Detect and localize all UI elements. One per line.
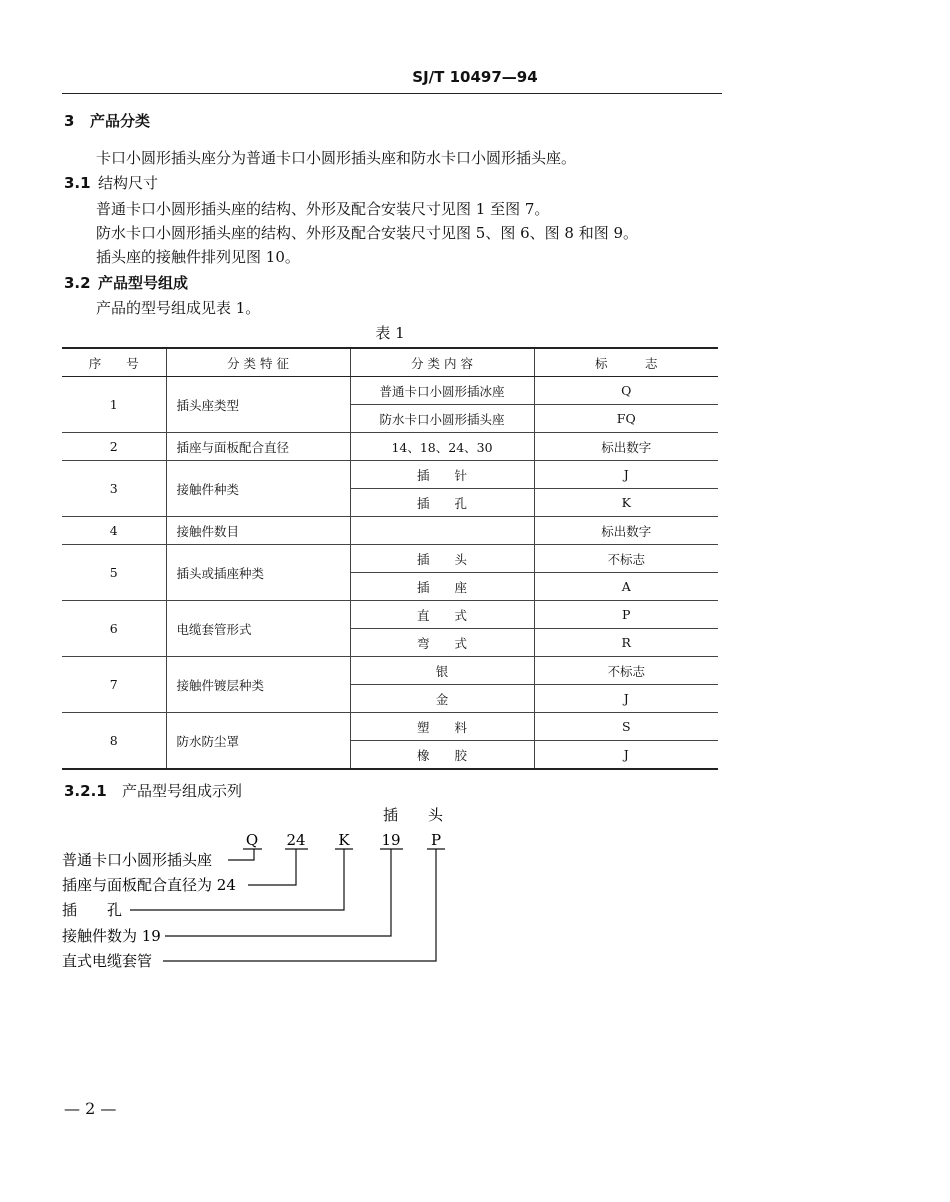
row-mark: 标出数字 bbox=[534, 433, 718, 461]
label-diameter: 插座与面板配合直径为 24 bbox=[62, 876, 236, 894]
table-header-cell: 序 号 bbox=[62, 348, 166, 377]
leader-line bbox=[228, 849, 254, 860]
section-3-1-heading: 3.1 结构尺寸 bbox=[64, 174, 159, 192]
row-content: 插 头 bbox=[350, 545, 534, 573]
table-header-cell: 标 志 bbox=[534, 348, 718, 377]
row-mark: K bbox=[534, 489, 718, 517]
row-mark: Q bbox=[534, 377, 718, 405]
row-content: 防水卡口小圆形插头座 bbox=[350, 405, 534, 433]
row-content: 银 bbox=[350, 657, 534, 685]
section-3-1-line-3: 插头座的接触件排列见图 10。 bbox=[96, 248, 300, 266]
table-header-cell: 分 类 特 征 bbox=[166, 348, 350, 377]
row-number: 7 bbox=[62, 657, 166, 713]
page-header: SJ/T 10497—94 bbox=[412, 68, 538, 86]
row-feature: 插座与面板配合直径 bbox=[166, 433, 350, 461]
row-mark: P bbox=[534, 601, 718, 629]
code-19: 19 bbox=[381, 831, 401, 849]
leader-line bbox=[248, 849, 296, 885]
row-number: 2 bbox=[62, 433, 166, 461]
row-mark: 标出数字 bbox=[534, 517, 718, 545]
row-number: 8 bbox=[62, 713, 166, 770]
row-number: 4 bbox=[62, 517, 166, 545]
row-content: 插 孔 bbox=[350, 489, 534, 517]
row-mark: R bbox=[534, 629, 718, 657]
row-feature: 接触件镀层种类 bbox=[166, 657, 350, 713]
section-3-heading: 3 产品分类 bbox=[64, 112, 151, 130]
row-feature: 防水防尘罩 bbox=[166, 713, 350, 770]
section-3-2-heading: 3.2 产品型号组成 bbox=[64, 274, 189, 292]
row-mark: A bbox=[534, 573, 718, 601]
row-feature: 接触件数目 bbox=[166, 517, 350, 545]
row-feature: 插头或插座种类 bbox=[166, 545, 350, 601]
section-3-2-1-heading: 3.2.1 产品型号组成示列 bbox=[64, 782, 243, 800]
row-content: 普通卡口小圆形插冰座 bbox=[350, 377, 534, 405]
row-number: 1 bbox=[62, 377, 166, 433]
label-contact: 插 孔 bbox=[62, 901, 123, 919]
row-mark: FQ bbox=[534, 405, 718, 433]
row-content: 插 针 bbox=[350, 461, 534, 489]
code-k: K bbox=[338, 831, 350, 849]
row-mark: S bbox=[534, 713, 718, 741]
row-feature: 接触件种类 bbox=[166, 461, 350, 517]
row-mark: J bbox=[534, 685, 718, 713]
row-content: 金 bbox=[350, 685, 534, 713]
row-mark: 不标志 bbox=[534, 657, 718, 685]
row-feature: 电缆套管形式 bbox=[166, 601, 350, 657]
code-p: P bbox=[430, 831, 442, 849]
row-mark: J bbox=[534, 741, 718, 770]
table-header-cell: 分 类 内 容 bbox=[350, 348, 534, 377]
row-content: 橡 胶 bbox=[350, 741, 534, 770]
label-type: 普通卡口小圆形插头座 bbox=[62, 851, 213, 869]
row-content: 插 座 bbox=[350, 573, 534, 601]
row-number: 5 bbox=[62, 545, 166, 601]
row-mark: 不标志 bbox=[534, 545, 718, 573]
diagram-title: 插 头 bbox=[383, 806, 444, 824]
row-content: 弯 式 bbox=[350, 629, 534, 657]
section-3-text: 卡口小圆形插头座分为普通卡口小圆形插头座和防水卡口小圆形插头座。 bbox=[96, 149, 577, 167]
code-24: 24 bbox=[286, 831, 306, 849]
row-content: 塑 料 bbox=[350, 713, 534, 741]
label-sleeve: 直式电缆套管 bbox=[62, 952, 153, 970]
table-caption: 表 1 bbox=[375, 324, 405, 342]
section-3-1-line-2: 防水卡口小圆形插头座的结构、外形及配合安装尺寸见图 5、图 6、图 8 和图 9。 bbox=[96, 224, 639, 242]
code-q: Q bbox=[245, 831, 259, 849]
row-content: 直 式 bbox=[350, 601, 534, 629]
section-3-2-text: 产品的型号组成见表 1。 bbox=[96, 299, 261, 317]
row-mark: J bbox=[534, 461, 718, 489]
section-3-1-line-1: 普通卡口小圆形插头座的结构、外形及配合安装尺寸见图 1 至图 7。 bbox=[96, 200, 550, 218]
page-number: — 2 — bbox=[64, 1099, 117, 1118]
row-number: 3 bbox=[62, 461, 166, 517]
label-count: 接触件数为 19 bbox=[62, 927, 161, 945]
row-number: 6 bbox=[62, 601, 166, 657]
row-feature: 插头座类型 bbox=[166, 377, 350, 433]
row-content: 14、18、24、30 bbox=[350, 433, 534, 461]
